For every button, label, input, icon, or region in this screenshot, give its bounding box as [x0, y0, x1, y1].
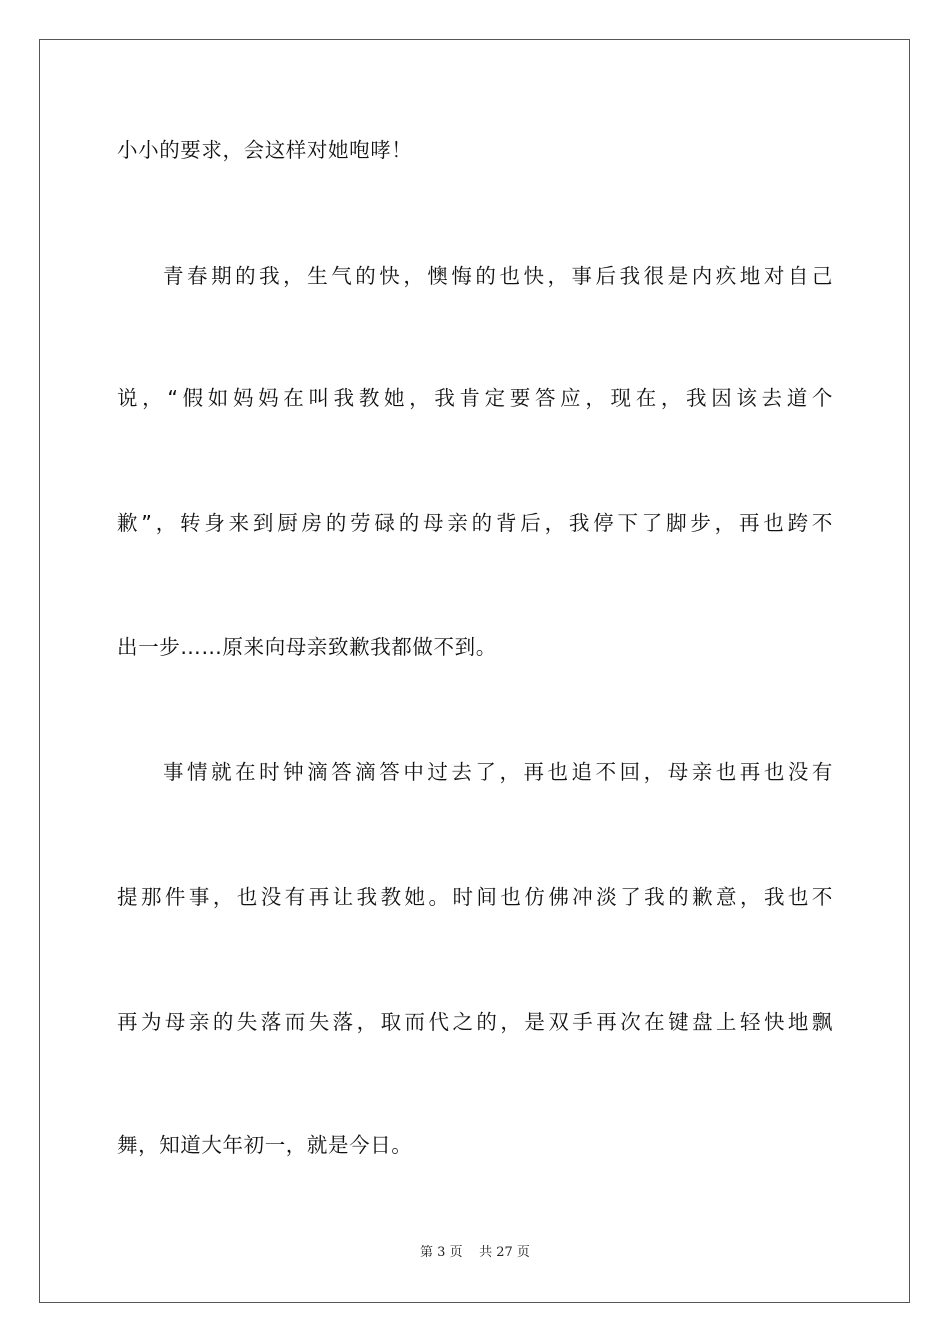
page-total: 共 27 页: [479, 1245, 530, 1260]
text-line-4: 歉”，转身来到厨房的劳碌的母亲的背后，我停下了脚步，再也跨不: [117, 511, 833, 535]
page-footer: [0, 1244, 950, 1262]
text-line-2: 青春期的我，生气的快，懊悔的也快，事后我很是内疚地对自己: [163, 264, 833, 288]
text-line-5: 出一步……原来向母亲致歉我都做不到。: [117, 635, 497, 659]
page-border: [39, 39, 910, 1303]
text-line-6: 事情就在时钟滴答滴答中过去了，再也追不回，母亲也再也没有: [163, 760, 833, 784]
page-number: 第 3 页: [420, 1245, 463, 1260]
text-line-7: 提那件事，也没有再让我教她。时间也仿佛冲淡了我的歉意，我也不: [117, 885, 833, 909]
text-line-3: 说，“假如妈妈在叫我教她，我肯定要答应，现在，我因该去道个: [117, 386, 833, 410]
text-line-1: 小小的要求，会这样对她咆哮！: [117, 138, 413, 162]
text-line-8: 再为母亲的失落而失落，取而代之的，是双手再次在键盘上轻快地飘: [117, 1010, 833, 1034]
text-line-9: 舞，知道大年初一，就是今日。: [117, 1133, 413, 1157]
